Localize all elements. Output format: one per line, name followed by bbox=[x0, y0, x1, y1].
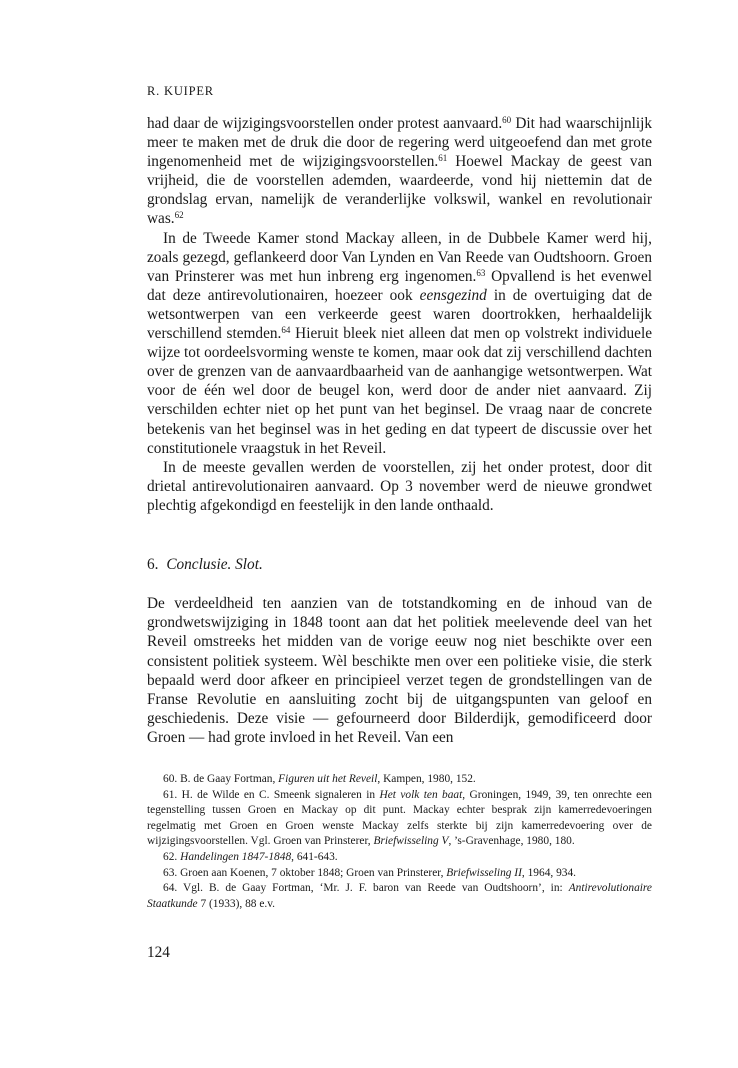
footnote bbox=[147, 881, 652, 912]
running-head: R. KUIPER bbox=[147, 84, 214, 98]
footnote bbox=[147, 772, 652, 788]
text-span: Hoewel Mackay de geest van vrijheid, die de voorstellen ademden, waardeerde, vond hij niettemin dat de grondslag ervan, namelijk de veranderlijke volkswil, wankel en revolutionair was. bbox=[147, 153, 653, 228]
text-span: , Kampen, 1980, 152. bbox=[377, 773, 476, 785]
text-span: had daar de wijzigingsvoorstellen onder protest aanvaard. bbox=[147, 115, 503, 132]
page-number: 124 bbox=[147, 944, 170, 961]
section-title: Conclusie. Slot. bbox=[166, 556, 263, 573]
paragraph: De verdeeldheid ten aanzien van de totstandkoming en de inhoud van de grondwetswijziging in 1848 toont aan dat het politiek meelevende deel van het Reveil omstreeks het midden van de vorige eeuw nog niet beschikte over een consistent politiek systeem. Wèl beschikte men over een politieke visie, die sterk bepaald werd door afkeer en principieel verzet tegen de grondstellingen van de Franse Revolutie en aansluiting zocht bij de uitgangspunten van geloof en geschiedenis. Deze visie — gefourneerd door Bilderdijk, gemodificeerd door Groen — had grote invloed in het Reveil. Van een bbox=[147, 595, 652, 747]
paragraph bbox=[147, 458, 652, 515]
text-span: In de meeste gevallen werden de voorstellen, zij het onder protest, door dit drietal antirevolutionairen aanvaard. Op 3 november werd de nieuwe grondwet plechtig afgekondigd en feestelijk in den lande onthaald. bbox=[147, 458, 652, 514]
text-span: , 1964, 934. bbox=[521, 866, 577, 879]
title-italic: Briefwisseling II bbox=[446, 866, 522, 879]
section-number: 6. bbox=[147, 556, 159, 573]
text-span: Opvallend is het evenwel dat deze antirevolutionairen, hoezeer ook bbox=[147, 267, 652, 304]
text-span: In de Tweede Kamer stond Mackay alleen, in de Dubbele Kamer werd hij, zoals gezegd, geflankeerd door Van Lynden en Van Reede van Oudtshoorn. Groen van Prinsterer was met hun inbreng erg ingenomen. bbox=[147, 229, 652, 285]
text-span: , Groningen, 1949, 39, ten onrechte een tegenstelling tussen Groen en Mackay op dit punt. Mackay echter besprak zijn kamerredevoeringen regelmatig met Groen en Groen wenste Mackay zelfs sterkte bij zijn kamerredevoering over de wijzigingsvoorstellen. Vgl. Groen van Prinsterer, bbox=[147, 788, 652, 848]
paragraph bbox=[147, 229, 652, 458]
text-span: in de overtuiging dat de wetsontwerpen van een verkeerde geest waren doortrokken, herhaaldelijk verschillend stemden. bbox=[147, 286, 653, 343]
footnote-ref: 64 bbox=[281, 325, 291, 336]
footnote bbox=[147, 850, 652, 866]
text-span: 7 (1933), 88 e.v. bbox=[197, 897, 276, 910]
text-span: 64. Vgl. B. de Gaay Fortman, ‘Mr. J. F. baron van Reede van Oudtshoorn’, in: bbox=[163, 882, 569, 895]
paragraph bbox=[147, 114, 652, 229]
title-italic: Handelingen 1847-1848 bbox=[180, 850, 292, 863]
text-span: 63. Groen aan Koenen, 7 oktober 1848; Groen van Prinsterer, bbox=[163, 866, 447, 879]
text-span: , ’s-Gravenhage, 1980, 180. bbox=[448, 835, 575, 848]
footnote-ref: 60 bbox=[502, 115, 512, 125]
title-italic: Het volk ten baat bbox=[379, 788, 463, 801]
section-text bbox=[147, 594, 652, 748]
footnote-ref: 62 bbox=[174, 210, 184, 221]
text-span: 61. H. de Wilde en C. Smeenk signaleren in bbox=[163, 788, 380, 801]
title-italic: Antirevolutionaire Staatkunde bbox=[147, 882, 652, 910]
title-italic: Figuren uit het Reveil bbox=[278, 773, 378, 785]
text-span: Dit had waarschijnlijk meer te maken met de druk die door de regering werd uitgeoefend dan met grote ingenomenheid met de wijzigingsvoorstellen. bbox=[147, 115, 653, 171]
footnote-ref: 63 bbox=[476, 267, 486, 278]
section-heading bbox=[147, 556, 263, 574]
text-span: 60. B. de Gaay Fortman, bbox=[163, 773, 279, 785]
footnote-ref: 61 bbox=[438, 153, 448, 164]
main-text bbox=[147, 114, 652, 515]
text-span: 62. bbox=[163, 850, 181, 863]
title-italic: Briefwisseling V bbox=[373, 835, 449, 848]
footnote bbox=[147, 788, 652, 850]
text-span: , 641-643. bbox=[291, 850, 338, 863]
footnote bbox=[147, 866, 652, 882]
text-span: Hieruit bleek niet alleen dat men op volstrekt individuele wijze tot oordeelsvorming wenste te komen, maar ook dat zij verschillend dachten over de grenzen van de aanvaardbaarheid van de aanhangige wetsontwerpen. Wat voor de één wel door de beugel kon, werd door de ander niet aanvaard. Zij verschilden echter niet op het punt van het beginsel. De vraag naar de concrete betekenis van het beginsel was in het geding en dat typeert de discussie over het constitutionele vraagstuk in het Reveil. bbox=[147, 325, 652, 457]
footnotes bbox=[147, 772, 652, 912]
emphasis: eensgezind bbox=[419, 286, 487, 304]
